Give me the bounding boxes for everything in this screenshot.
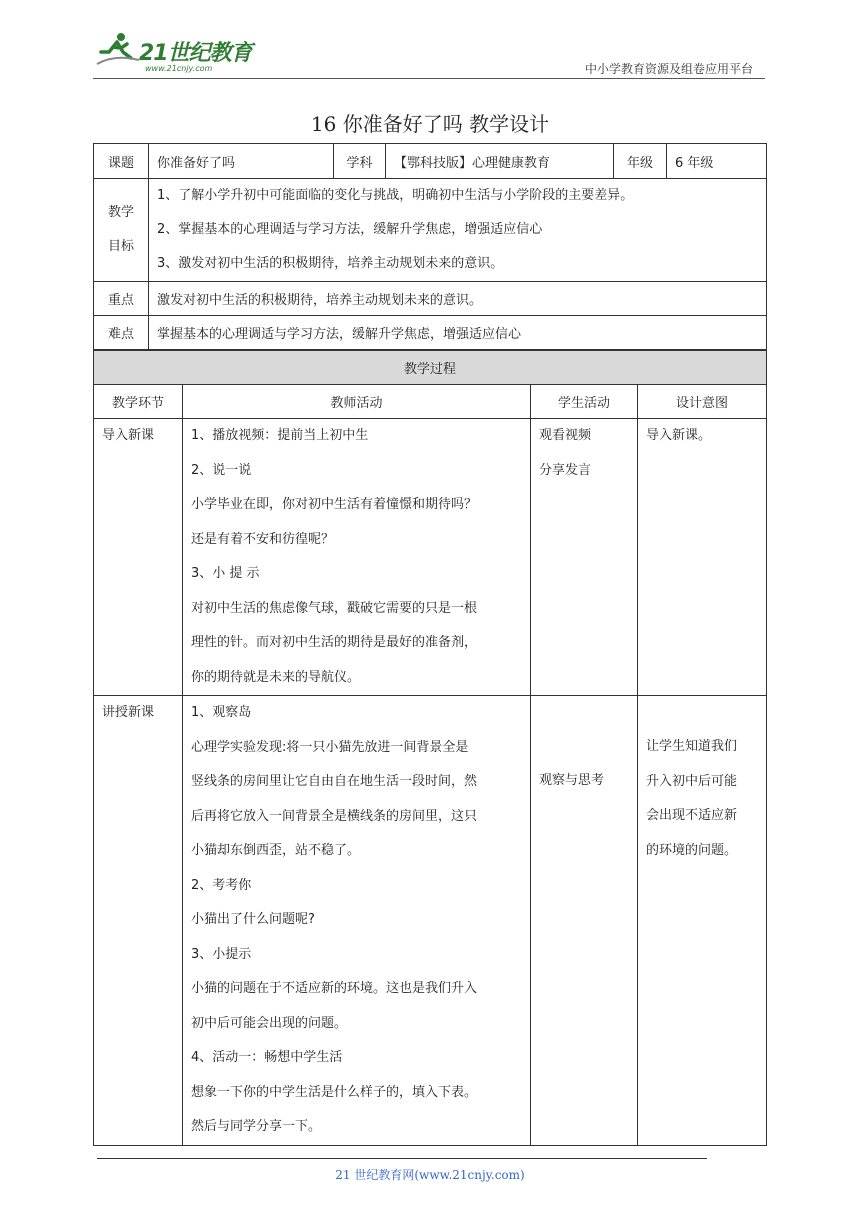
teacher-line: 2、考考你 (191, 877, 252, 893)
teacher-line: 小学毕业在即，你对初中生活有着憧憬和期待吗？ (191, 497, 478, 512)
course-label: 课题 (94, 144, 149, 179)
stage-label: 讲授新课 (102, 705, 155, 720)
runner-logo-icon (95, 30, 141, 70)
column-header: 教师活动 (183, 385, 531, 419)
subject-value: 【鄂科技版】心理健康教育 (386, 144, 614, 179)
intent-cell (638, 419, 767, 696)
teacher-line: 竖线条的房间里让它自由自在地生活一段时间，然 (191, 774, 478, 789)
table-row (94, 419, 767, 696)
teacher-line: 1、播放视频：提前当上初中生 (191, 428, 369, 443)
stage-cell (94, 696, 183, 1146)
column-header: 学生活动 (531, 385, 638, 419)
teacher-line: 3、小 提 示 (191, 566, 260, 581)
teacher-line: 然后与同学分享一下。 (191, 1119, 322, 1134)
footer-divider (97, 1158, 707, 1159)
key-value: 激发对初中生活的积极期待，培养主动规划未来的意识。 (149, 282, 767, 316)
subject-label: 学科 (334, 144, 386, 179)
logo-url: www.21cnjy.com (145, 64, 213, 73)
logo (95, 30, 265, 80)
difficulty-label: 难点 (94, 316, 149, 350)
logo-text: 21世纪教育 (139, 41, 252, 66)
goals-label (94, 179, 149, 282)
teacher-line: 还是有着不安和彷徨呢？ (191, 531, 335, 547)
intent-line: 会出现不适应新 (646, 808, 738, 823)
header-divider (93, 78, 765, 79)
goal-item: 1、了解小学升初中可能面临的变化与挑战，明确初中生活与小学阶段的主要差异。 (157, 188, 634, 203)
teacher-line: 4、活动一：畅想中学生活 (191, 1050, 343, 1065)
platform-name: 中小学教育资源及组卷应用平台 (584, 62, 753, 76)
student-line: 观察与思考 (539, 773, 605, 788)
stage-cell (94, 419, 183, 696)
teacher-activity-cell (183, 419, 531, 696)
intent-line: 导入新课。 (646, 428, 712, 443)
teacher-line: 小猫出了什么问题呢? (191, 912, 315, 927)
intent-cell (638, 696, 767, 1146)
teacher-line: 2、说一说 (191, 462, 252, 478)
teacher-line: 小猫的问题在于不适应新的环境。这也是我们升入 (191, 981, 478, 996)
document-title: 16 你准备好了吗 教学设计 (310, 112, 550, 136)
teacher-line: 小猫却东倒西歪，站不稳了。 (191, 843, 361, 858)
teacher-line: 1、观察岛 (191, 705, 252, 720)
column-header: 设计意图 (638, 385, 767, 419)
table-row (94, 696, 767, 1146)
goal-item: 3、激发对初中生活的积极期待，培养主动规划未来的意识。 (157, 256, 504, 271)
footer-link[interactable]: 21 世纪教育网(www.21cnjy.com) (335, 1168, 525, 1182)
student-line: 分享发言 (539, 462, 592, 478)
teacher-line: 初中后可能会出现的问题。 (191, 1015, 348, 1031)
stage-label: 导入新课 (102, 428, 155, 443)
teacher-line: 后再将它放入一间背景全是横线条的房间里，这只 (191, 808, 478, 824)
process-table (93, 350, 767, 1146)
goals-label-line: 目标 (107, 239, 134, 254)
process-title: 教学过程 (94, 351, 767, 385)
course-value: 你准备好了吗 (149, 144, 334, 179)
page-header (0, 0, 860, 90)
teacher-line: 你的期待就是未来的导航仪。 (191, 669, 361, 685)
grade-value: 6 年级 (667, 144, 767, 179)
student-activity-cell (531, 696, 638, 1146)
teacher-line: 3、小提示 (191, 946, 252, 962)
teacher-activity-cell (183, 696, 531, 1146)
difficulty-value: 掌握基本的心理调适与学习方法，缓解升学焦虑，增强适应信心 (149, 316, 767, 350)
column-header: 教学环节 (94, 385, 183, 419)
goals-label-line: 教学 (107, 205, 134, 220)
teacher-line: 心理学实验发现:将一只小猫先放进一间背景全是 (191, 739, 469, 755)
student-line: 观看视频 (539, 428, 592, 443)
teacher-line: 理性的针。而对初中生活的期待是最好的准备剂， (191, 635, 478, 650)
grade-label: 年级 (614, 144, 667, 179)
key-label: 重点 (94, 282, 149, 316)
info-table (93, 143, 767, 350)
intent-line: 让学生知道我们 (646, 739, 738, 754)
intent-line: 的环境的问题。 (646, 842, 738, 858)
teacher-line: 对初中生活的焦虑像气球，戳破它需要的只是一根 (191, 600, 478, 616)
goal-item: 2、掌握基本的心理调适与学习方法，缓解升学焦虑，增强适应信心 (157, 222, 543, 237)
goals-value (149, 179, 767, 282)
intent-line: 升入初中后可能 (646, 773, 738, 789)
teacher-line: 想象一下你的中学生活是什么样子的，填入下表。 (191, 1084, 478, 1100)
student-activity-cell (531, 419, 638, 696)
